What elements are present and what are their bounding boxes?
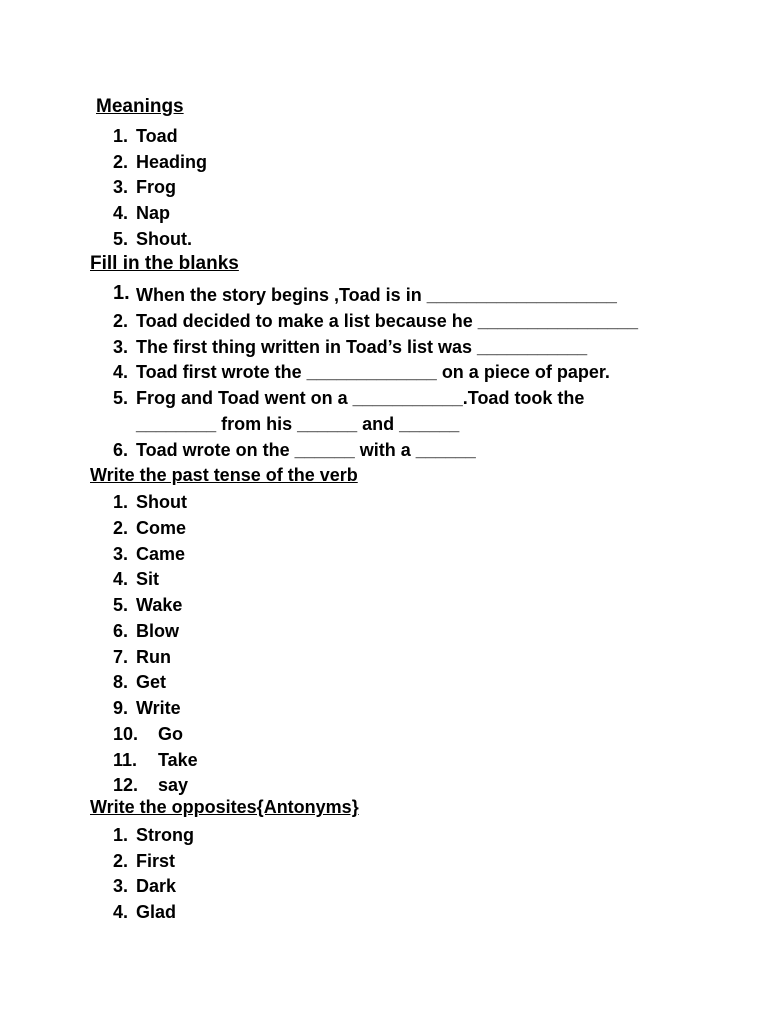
list-item: 5. Frog and Toad went on a ___________.Toad took the bbox=[113, 388, 585, 409]
list-item: 2. Heading bbox=[113, 151, 208, 172]
list-item: 3. The first thing written in Toad’s list was ___________ bbox=[113, 336, 588, 357]
list-item: 3. Frog bbox=[113, 177, 176, 198]
opposites-heading: Write the opposites{Antonyms} bbox=[90, 797, 359, 817]
list-item: 4. Nap bbox=[113, 203, 171, 224]
list-item: 2. Toad decided to make a list because he ________________ bbox=[113, 310, 638, 331]
list-item: 1. Strong bbox=[113, 825, 194, 845]
list-item: 3. Dark bbox=[113, 876, 177, 897]
list-item: 9. Write bbox=[113, 698, 181, 718]
list-item: 2. Come bbox=[113, 517, 187, 538]
fill-blanks-list bbox=[0, 283, 638, 464]
list-item: 4. Glad bbox=[113, 902, 177, 923]
past-tense-heading: Write the past tense of the verb bbox=[90, 465, 358, 485]
list-item: 1. Toad bbox=[113, 126, 178, 146]
list-item: 12. say bbox=[113, 775, 189, 796]
list-item: 7. Run bbox=[113, 646, 171, 667]
past-tense-list bbox=[0, 490, 198, 799]
list-item-continuation: ________ from his ______ and ______ bbox=[136, 413, 460, 434]
list-item: 1. When the story begins ,Toad is in ___________________ bbox=[113, 282, 617, 305]
list-item: 4. Toad first wrote the _____________ on a piece of paper. bbox=[113, 362, 610, 383]
list-item: 3. Came bbox=[113, 543, 186, 564]
opposites-list bbox=[0, 823, 194, 926]
list-item: 6. Toad wrote on the ______ with a ______ bbox=[113, 439, 476, 460]
list-item: 6. Blow bbox=[113, 620, 179, 641]
list-item: 2. First bbox=[113, 850, 176, 871]
list-item: 5. Shout. bbox=[113, 228, 192, 249]
list-item: 10. Go bbox=[113, 723, 183, 744]
list-item: 8. Get bbox=[113, 672, 167, 693]
list-item: 11. Take bbox=[113, 749, 198, 770]
meanings-list bbox=[0, 124, 207, 253]
list-item: 1. Shout bbox=[113, 492, 187, 512]
list-item: 4. Sit bbox=[113, 569, 160, 590]
fill-blanks-heading: Fill in the blanks bbox=[90, 253, 239, 274]
meanings-heading: Meanings bbox=[96, 96, 184, 117]
list-item: 5. Wake bbox=[113, 595, 183, 615]
